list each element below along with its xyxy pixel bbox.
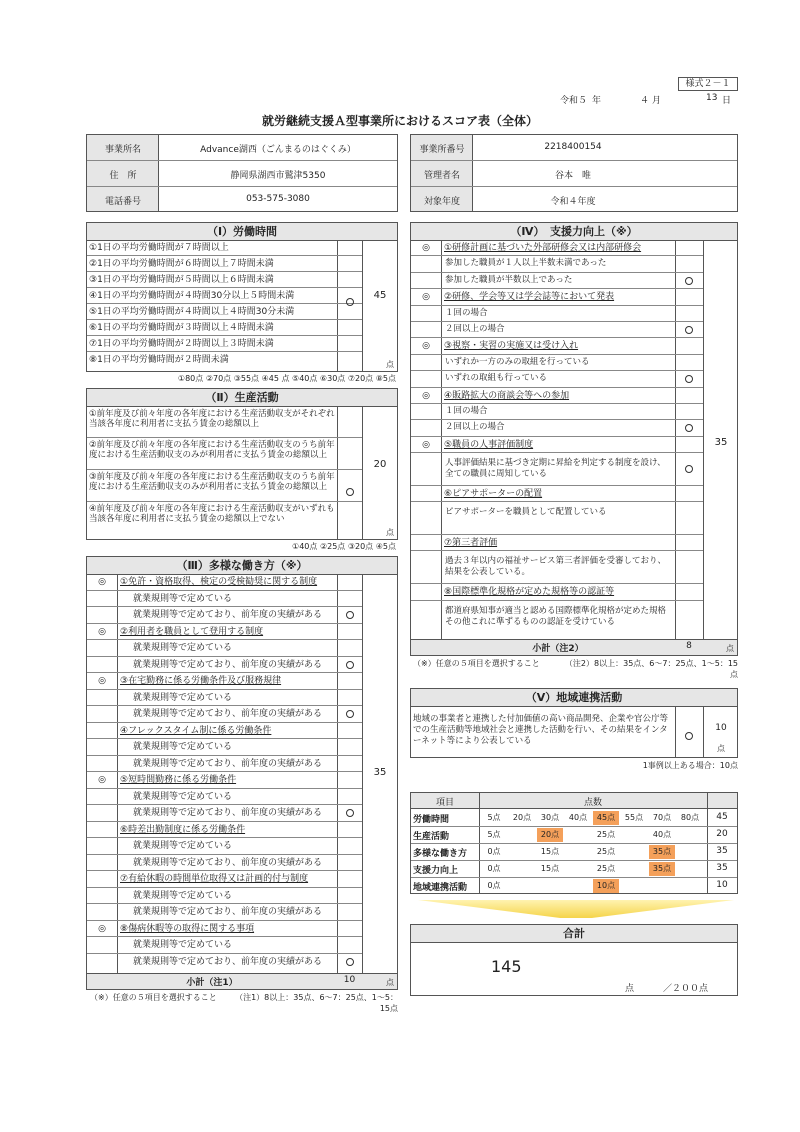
hours-score: 45 bbox=[373, 290, 387, 301]
score-option: 0点 bbox=[487, 847, 501, 856]
value-year: 令和４年度 bbox=[550, 197, 596, 207]
option-label: 就業規則等で定めている bbox=[133, 940, 233, 950]
production-row: ③前年度及び前々年度の各年度における生産活動収支のうち前年度における生産活動収支のみが利用者に支払う賃金の総額以上 bbox=[87, 470, 337, 502]
selected-mark bbox=[685, 326, 693, 334]
item-mark: ◎ bbox=[98, 923, 106, 934]
item-mark: ◎ bbox=[422, 341, 430, 352]
option-label: 就業規則等で定めている bbox=[133, 791, 233, 802]
unit: 点 bbox=[726, 644, 734, 653]
support-item-header bbox=[411, 437, 703, 453]
option-label: 都道府県知事が適当と認める国際標準化規格が定めた規格その他これに準ずるものの認証を受けている bbox=[445, 605, 667, 627]
diverse-item-header bbox=[87, 574, 362, 591]
diverse-item-header bbox=[87, 871, 362, 888]
score-row-label: 支援力向上 bbox=[413, 866, 459, 876]
diverse-score: 35 bbox=[373, 767, 387, 778]
support-option bbox=[411, 306, 703, 322]
subtotal-label: 小計（注1） bbox=[186, 978, 238, 988]
selected-mark bbox=[346, 298, 354, 306]
option-label: 就業規則等で定めている bbox=[133, 692, 233, 703]
subtotal-value: 8 bbox=[686, 641, 692, 651]
option-label: 参加した職員が半数以上であった bbox=[445, 274, 573, 285]
section-community bbox=[410, 688, 738, 758]
support-option bbox=[411, 404, 703, 420]
support-option bbox=[411, 420, 703, 436]
value-phone: 053-575-3080 bbox=[246, 194, 310, 204]
diverse-option bbox=[87, 888, 362, 905]
header-points: 点数 bbox=[583, 798, 602, 808]
option-label: 就業規則等で定めている bbox=[133, 593, 233, 604]
item-title: ⑧傷病休暇等の取得に関する事項 bbox=[120, 923, 255, 934]
score-option: 30点 bbox=[540, 813, 560, 822]
community-score: 10 bbox=[715, 723, 727, 733]
unit: 点 bbox=[386, 978, 394, 987]
score-option: 25点 bbox=[596, 847, 616, 856]
section-title: （Ⅴ）地域連携活動 bbox=[411, 689, 737, 707]
score-option: 35点 bbox=[649, 845, 675, 859]
note-left: （※）任意の５項目を選択すること bbox=[413, 659, 540, 668]
item-title: ⑤短時間勤務に係る労働条件 bbox=[120, 775, 237, 785]
score-option: 20点 bbox=[537, 828, 563, 842]
support-option bbox=[411, 453, 703, 486]
hours-row: ②1日の平均労働時間が６時間以上７時間未満 bbox=[87, 256, 337, 272]
value-name: Advance湖西（ごんまるのはぐくみ） bbox=[200, 145, 356, 155]
score-option: 15点 bbox=[540, 847, 560, 856]
diverse-option bbox=[87, 739, 362, 756]
diverse-item-header bbox=[87, 723, 362, 740]
diverse-item-header bbox=[87, 673, 362, 690]
score-option: 25点 bbox=[596, 830, 616, 839]
item-title: ⑥時差出勤制度に係る労働条件 bbox=[120, 824, 246, 835]
option-label: 就業規則等で定めており、前年度の実績がある bbox=[133, 907, 323, 917]
diverse-item-header bbox=[87, 624, 362, 641]
item-mark: ◎ bbox=[98, 676, 106, 686]
score-row-label: 多様な働き方 bbox=[413, 849, 468, 859]
diverse-item-header bbox=[87, 921, 362, 938]
option-label: いずれの取組も行っている bbox=[445, 373, 548, 384]
support-item-header bbox=[411, 289, 703, 305]
item-title: ④販路拡大の商談会等への参加 bbox=[444, 390, 570, 401]
item-title: ①研修計画に基づいた外部研修会又は内部研修会 bbox=[444, 243, 642, 253]
option-label: 人事評価結果に基づき定期に昇給を判定する制度を設け、全ての職員に周知している bbox=[445, 458, 666, 480]
score-option: 5点 bbox=[487, 830, 501, 839]
header-item: 項目 bbox=[435, 798, 454, 808]
diverse-option bbox=[87, 706, 362, 723]
total-box bbox=[410, 924, 738, 996]
item-mark: ◎ bbox=[422, 439, 430, 450]
score-option: 70点 bbox=[652, 813, 672, 822]
community-text: 地域の事業者と連携した付加価値の高い商品開発、企業や官公庁等での生産活動等地域社会と連携した活動を行い、その結果をインターネット等により公表している bbox=[413, 714, 669, 746]
info-left bbox=[86, 134, 398, 212]
option-label: 就業規則等で定めている bbox=[133, 841, 233, 851]
diverse-option bbox=[87, 855, 362, 872]
item-title: ⑦第三者評価 bbox=[444, 538, 498, 549]
score-option: 15点 bbox=[540, 864, 560, 873]
option-label: １回の場合 bbox=[445, 405, 488, 416]
support-option bbox=[411, 551, 703, 584]
selected-mark bbox=[346, 809, 354, 817]
note-right: （注2）8以上：35点、6～7：25点、1～5：15点 bbox=[564, 659, 738, 679]
diverse-option bbox=[87, 607, 362, 624]
label-manager: 管理者名 bbox=[423, 171, 460, 181]
diverse-option bbox=[87, 904, 362, 921]
support-item-header bbox=[411, 486, 703, 502]
option-label: 就業規則等で定めており、前年度の実績がある bbox=[133, 758, 323, 769]
item-title: ④フレックスタイム制に係る労働条件 bbox=[120, 725, 272, 736]
value-office-no: 2218400154 bbox=[544, 142, 602, 152]
option-label: 就業規則等で定めており、前年度の実績がある bbox=[133, 956, 323, 967]
selected-mark bbox=[685, 732, 693, 740]
info-right bbox=[410, 134, 738, 212]
score-row-label: 労働時間 bbox=[413, 815, 450, 825]
option-label: ２回以上の場合 bbox=[445, 422, 505, 433]
hours-row: ⑥1日の平均労働時間が３時間以上４時間未満 bbox=[87, 320, 337, 336]
score-option: 45点 bbox=[593, 811, 619, 825]
item-mark: ◎ bbox=[422, 292, 430, 303]
hours-row: ⑧1日の平均労働時間が２時間未満 bbox=[89, 355, 229, 365]
label-name: 事業所名 bbox=[104, 145, 141, 155]
note-right: （注1）8以上：35点、6～7：25点、1～5：15点 bbox=[235, 993, 398, 1013]
arrow-band bbox=[418, 900, 734, 918]
support-item-header bbox=[411, 535, 703, 551]
subtotal-value: 10 bbox=[343, 975, 356, 985]
option-label: １回の場合 bbox=[445, 307, 488, 318]
score-option: 0点 bbox=[487, 881, 501, 890]
score-option: 5点 bbox=[487, 813, 501, 822]
item-mark: ◎ bbox=[98, 775, 106, 785]
subtotal-label: 小計（注2） bbox=[532, 644, 584, 654]
option-label: 参加した職員が１人以上半数未満であった bbox=[445, 258, 607, 269]
selected-mark bbox=[685, 277, 693, 285]
score-option: 0点 bbox=[487, 864, 501, 873]
community-note: 1事例以上ある場合：10点 bbox=[642, 761, 738, 770]
total-unit: 点 bbox=[625, 984, 635, 994]
support-option bbox=[411, 371, 703, 387]
item-mark: ◎ bbox=[98, 577, 106, 587]
unit: 点 bbox=[386, 360, 394, 369]
score-row-value: 35 bbox=[716, 863, 728, 873]
option-label: いずれか一方のみの取組を行っている bbox=[445, 356, 590, 367]
option-label: 就業規則等で定めている bbox=[133, 890, 233, 901]
diverse-option bbox=[87, 838, 362, 855]
production-row: ④前年度及び前々年度の各年度における生産活動収支がいずれも当該各年度に利用者に支払う賃金の総額以上でない bbox=[89, 504, 335, 524]
section-title: （Ⅰ）労働時間 bbox=[87, 223, 397, 241]
score-option: 35点 bbox=[649, 862, 675, 876]
diverse-option bbox=[87, 954, 362, 971]
label-address: 住 所 bbox=[109, 171, 137, 181]
selected-mark bbox=[685, 375, 693, 383]
support-item-header bbox=[411, 338, 703, 354]
option-label: 就業規則等で定めており、前年度の実績がある bbox=[133, 808, 323, 818]
date: 令和５ 年 ４ 月 13 日 bbox=[560, 93, 732, 106]
item-title: ⑤職員の人事評価制度 bbox=[444, 439, 534, 450]
item-title: ①免許・資格取得、検定の受検勧奨に関する制度 bbox=[120, 577, 318, 587]
label-office-no: 事業所番号 bbox=[419, 145, 465, 155]
production-row: ②前年度及び前々年度の各年度における生産活動収支のうち前年度における生産活動収支のみが利用者に支払う賃金の総額以上 bbox=[87, 438, 337, 470]
selected-mark bbox=[346, 958, 354, 966]
diverse-option bbox=[87, 591, 362, 608]
selected-mark bbox=[685, 424, 693, 432]
item-title: ②利用者を職員として登用する制度 bbox=[120, 626, 264, 637]
selected-mark bbox=[346, 661, 354, 669]
support-item-header bbox=[411, 240, 703, 256]
item-title: ③視察・実習の実施又は受け入れ bbox=[444, 341, 579, 352]
score-row-value: 20 bbox=[716, 829, 728, 839]
support-option bbox=[411, 355, 703, 371]
label-phone: 電話番号 bbox=[104, 197, 141, 207]
selected-mark bbox=[346, 710, 354, 718]
option-label: 就業規則等で定めており、前年度の実績がある bbox=[133, 659, 323, 670]
section-production bbox=[86, 388, 398, 540]
selected-mark bbox=[346, 611, 354, 619]
support-option bbox=[411, 322, 703, 338]
score-option: 10点 bbox=[593, 879, 619, 893]
section-diverse-work bbox=[86, 556, 398, 990]
value-manager: 谷本 唯 bbox=[554, 171, 591, 181]
item-title: ③在宅勤務に係る労働条件及び服務規律 bbox=[120, 676, 282, 686]
item-mark: ◎ bbox=[422, 390, 430, 401]
item-mark: ◎ bbox=[98, 626, 106, 637]
item-title: ⑦有給休暇の時間単位取得又は計画的付与制度 bbox=[120, 874, 309, 884]
page-title: 就労継続支援Ａ型事業所におけるスコア表（全体） bbox=[261, 114, 538, 128]
total-value: 145 bbox=[491, 957, 522, 976]
option-label: 就業規則等で定めている bbox=[133, 643, 233, 653]
selected-mark bbox=[346, 488, 354, 496]
score-option: 40点 bbox=[568, 813, 588, 822]
hours-row: ⑤1日の平均労働時間が４時間以上４時間30分未満 bbox=[87, 304, 337, 320]
note-left: （※）任意の５項目を選択すること bbox=[90, 993, 217, 1002]
form-number: 様式２－１ bbox=[678, 77, 738, 91]
diverse-option bbox=[87, 657, 362, 674]
support-option bbox=[411, 601, 703, 634]
total-max: ／２００点 bbox=[663, 984, 709, 994]
diverse-option bbox=[87, 640, 362, 657]
hours-row: ③1日の平均労働時間が５時間以上６時間未満 bbox=[87, 272, 337, 288]
hours-row: ⑦1日の平均労働時間が２時間以上３時間未満 bbox=[87, 336, 337, 352]
hours-row: ④1日の平均労働時間が４時間30分以上５時間未満 bbox=[87, 288, 337, 304]
score-row-label: 地域連携活動 bbox=[413, 883, 468, 893]
option-label: ２回以上の場合 bbox=[445, 323, 505, 334]
section-title: （Ⅲ）多様な働き方（※） bbox=[87, 557, 397, 575]
section-support bbox=[410, 222, 738, 656]
support-option bbox=[411, 256, 703, 272]
item-mark: ◎ bbox=[422, 243, 430, 253]
option-label: 就業規則等で定めており、前年度の実績がある bbox=[133, 610, 323, 620]
score-option: 80点 bbox=[680, 813, 700, 822]
option-label: 過去３年以内の福祉サービス第三者評価を受審しており、結果を公表している。 bbox=[445, 556, 667, 578]
section-working-hours bbox=[86, 222, 398, 372]
support-option bbox=[411, 273, 703, 289]
support-option bbox=[411, 502, 703, 535]
option-label: ピアサポーターを職員として配置している bbox=[445, 507, 607, 518]
score-option: 40点 bbox=[652, 830, 672, 839]
diverse-option bbox=[87, 937, 362, 954]
diverse-option bbox=[87, 805, 362, 822]
hours-row: ①1日の平均労働時間が７時間以上 bbox=[87, 240, 337, 256]
support-item-header bbox=[411, 584, 703, 600]
section-title: （Ⅱ）生産活動 bbox=[87, 389, 397, 407]
production-score: 20 bbox=[373, 459, 387, 470]
score-row-value: 45 bbox=[716, 812, 728, 822]
score-row-label: 生産活動 bbox=[413, 832, 450, 842]
diverse-item-header bbox=[87, 822, 362, 839]
production-row: ①前年度及び前々年度の各年度における生産活動収支がそれぞれ当該各年度に利用者に支払う賃金の総額以上 bbox=[87, 406, 337, 438]
support-score: 35 bbox=[714, 437, 728, 448]
production-legend: ①40点 ②25点 ③20点 ④5点 bbox=[292, 542, 396, 551]
score-row-value: 35 bbox=[716, 846, 728, 856]
section-title: （Ⅳ） 支援力向上（※） bbox=[411, 223, 737, 241]
diverse-item-header bbox=[87, 772, 362, 789]
item-title: ⑥ピアサポーターの配置 bbox=[444, 488, 543, 499]
value-address: 静岡県湖西市鷲津5350 bbox=[230, 171, 326, 181]
option-label: 就業規則等で定めている bbox=[133, 742, 233, 752]
diverse-option bbox=[87, 690, 362, 707]
option-label: 就業規則等で定めており、前年度の実績がある bbox=[133, 709, 323, 719]
total-label: 合計 bbox=[411, 925, 737, 943]
item-title: ②研修、学会等又は学会誌等において発表 bbox=[444, 292, 615, 303]
score-option: 55点 bbox=[624, 813, 644, 822]
score-table bbox=[410, 792, 738, 894]
score-option: 25点 bbox=[596, 864, 616, 873]
item-title: ⑧国際標準化規格が定めた規格等の認証等 bbox=[444, 587, 615, 598]
label-year: 対象年度 bbox=[423, 197, 460, 207]
selected-mark bbox=[685, 465, 693, 473]
score-option: 20点 bbox=[512, 813, 532, 822]
unit: 点 bbox=[386, 528, 394, 537]
support-item-header bbox=[411, 388, 703, 404]
unit: 点 bbox=[717, 744, 725, 753]
score-row-value: 10 bbox=[716, 880, 728, 890]
diverse-option bbox=[87, 756, 362, 773]
hours-legend: ①80点 ②70点 ③55点 ④45 点 ⑤40点 ⑥30点 ⑦20点 ⑧5点 bbox=[177, 374, 396, 383]
diverse-option bbox=[87, 789, 362, 806]
option-label: 就業規則等で定めており、前年度の実績がある bbox=[133, 857, 323, 868]
